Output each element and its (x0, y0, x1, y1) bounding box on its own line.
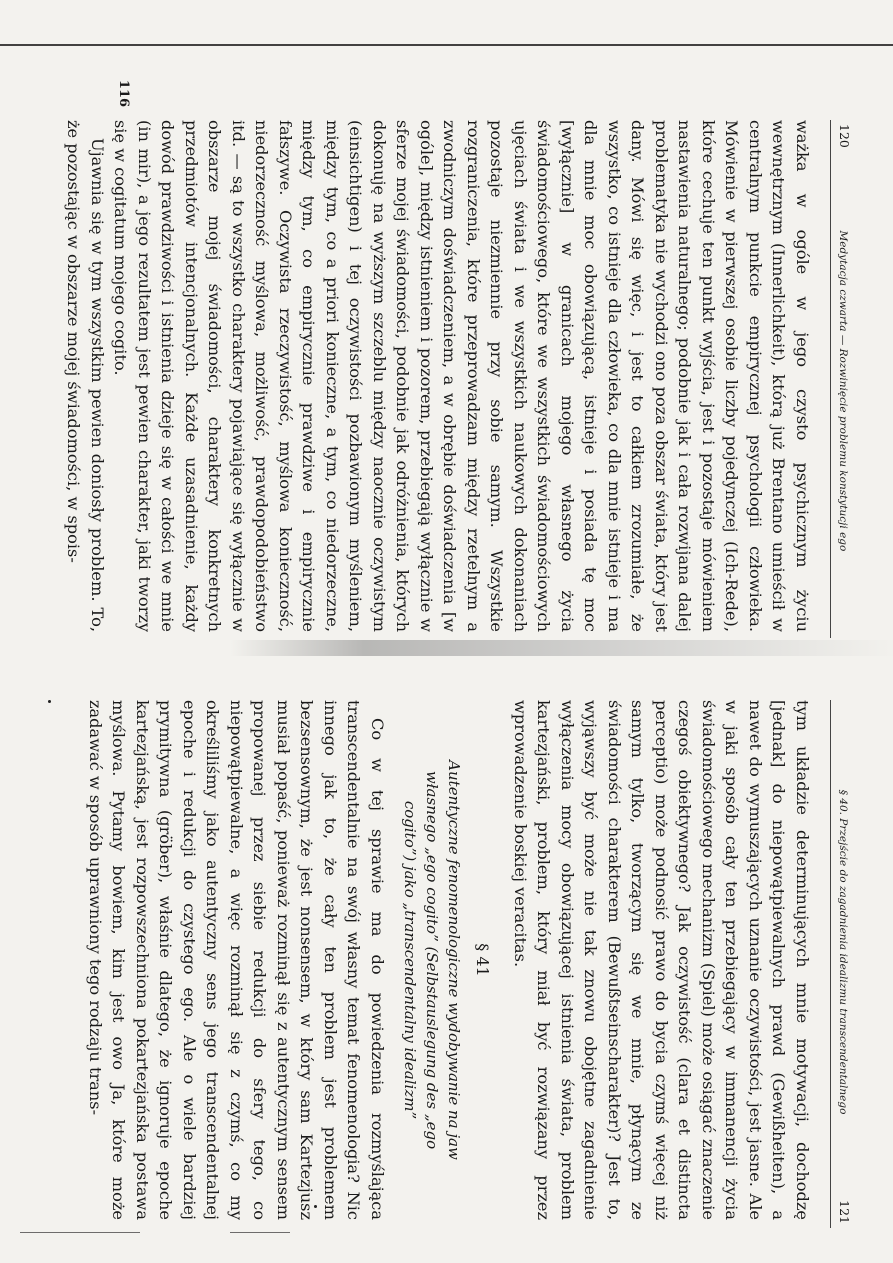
scan-speck (48, 700, 51, 703)
scan-edge-line (0, 44, 893, 46)
left-page (64, 120, 852, 650)
left-running-title: Medytacja czwarta — Rozwinięcie problemu konstytucji ego (837, 230, 849, 552)
right-running-head (830, 700, 852, 1228)
right-paragraph: tym układzie determinujących mnie motywacji, dochodzę [jednak] do niepowątpiewalnych prawd (Gewißheiten), a nawet do wymuszających uznanie oczywistości, jest jasne. Ale w jaki sposób cały ten przebiegający w immanencji życia świadomościowego mechanizm (Spiel) może osiągać znaczenie czegoś obiektywnego? Jak oczywistość (clara et distincta perceptio) może podnosić prawo do bycia czymś więcej niż samym tylko, tworzącym się we mnie, płynącym ze świadomości charakterem (Bewußtseinscharakter)? Jest to, wyjąwszy być może nie tak znowu obojętne zagadnienie wyłączenia mocy obowiązującej istnienia świata, problem kartezjański, problem, który miał być rozwiązany przez wprowadzenie boskiej veracitas. (511, 700, 812, 1220)
section-title: Autentyczne fenomenologiczne wydobywanie na jaw własnego „ego cogito” (Selbstauslegung des „ego cogito”) jako „transcendentalny idealizm” (401, 760, 463, 1160)
left-running-head (830, 120, 852, 638)
left-paragraph: ważka w ogóle w jego czysto psychicznym życiu wewnętrznym (Innerlichkeit), którą już Brentano umieścił w centralnym punkcie empirycznej psychologii człowieka. Mówienie w pierwszej osobie liczby pojedynczej (Ich-Rede), które cechuje ten punkt wyjścia, jest i pozostaje mówieniem nastawienia naturalnego; podobnie jak i cała rozwijana dalej problematyka nie wychodzi ono poza obszar świata, który jest dany. Mówi się więc, i jest to całkiem zrozumiałe, że wszystko, co istnieje dla człowieka, co dla mnie istnieje i ma dla mnie moc obowiązującą, istnieje i posiada tę moc [wyłącznie] w granicach mojego własnego życia świadomościowego, które we wszystkich świadomościowych ujęciach świata i we wszystkich naukowych dokonaniach pozostaje niezmiennie przy sobie samym. Wszystkie rozgraniczenia, które przeprowadzam między rzetelnym a zwodniczym doświadczeniem, a w obrębie doświadczenia [w ogóle], między istnieniem i pozorem, przebiegają wyłącznie w sferze mojej świadomości, podobnie jak odróżnienia, których dokonuję na wyższym szczeblu między naocznie oczywistym (einsichtigen) i tej oczywistości pozbawionym myśleniem, między tym, co a priori konieczne, a tym, co niedorzeczne, między tym, co empirycznie prawdziwe i empirycznie fałszywe. Oczywista rzeczywistość, myślowa konieczność, niedorzeczność myślowa, możliwość, prawdopodobieństwo itd. — są to wszystko charaktery pojawiające się wyłącznie w obszarze mojej świadomości, charaktery konkretnych przedmiotów intencjonalnych. Każde uzasadnienie, każdy dowód prawdziwości i istnienia dzieje się w całości we mnie (in mir), a jego rezultatem jest pewien charakter, jaki tworzy się w cogitatum mojego cogito. (111, 120, 812, 632)
right-page (72, 700, 852, 1240)
left-body (62, 120, 814, 632)
section-number: § 41 (473, 943, 493, 977)
left-paragraph: Ujawnia się w tym wszystkim pewien doniosły problem. To, że pozostając w obszarze mojej świadomości, w spois- (64, 120, 107, 632)
left-footer-mark: 116 (116, 79, 132, 108)
right-page-number: 121 (837, 1200, 852, 1224)
right-running-title: § 40. Przejście do zagadnienia idealizmu transcendentalnego (837, 789, 849, 1115)
right-body (84, 700, 815, 1220)
left-page-number: 120 (837, 124, 852, 148)
right-paragraph: Co w tej sprawie ma do powiedzenia rozmyślająca transcendentalnie na swój własny temat fenomenologia? Nic innego jak to, że cały ten problem jest problemem bezsensownym, że jest nonsensem, w który sam Kartezjusz musiał popaść, ponieważ rozminął się z autentycznym sensem propowanej przez siebie redukcji do sfery tego, co niepowątpiewalne, a więc rozminął się z czymś, co my określiliśmy jako autentyczny sens jego transcendentalnej epoche i redukcji do czystego ego. Ale o wiele bardziej prymitywna (gröber), właśnie dlatego, że ignoruje epoche kartezjańską, jest rozpowszechniona pokartezjańska postawa myślowa. Pytamy bowiem, kim jest owo Ja, które może zadawać w sposób uprawniony tego rodzaju trans- (86, 700, 387, 1220)
